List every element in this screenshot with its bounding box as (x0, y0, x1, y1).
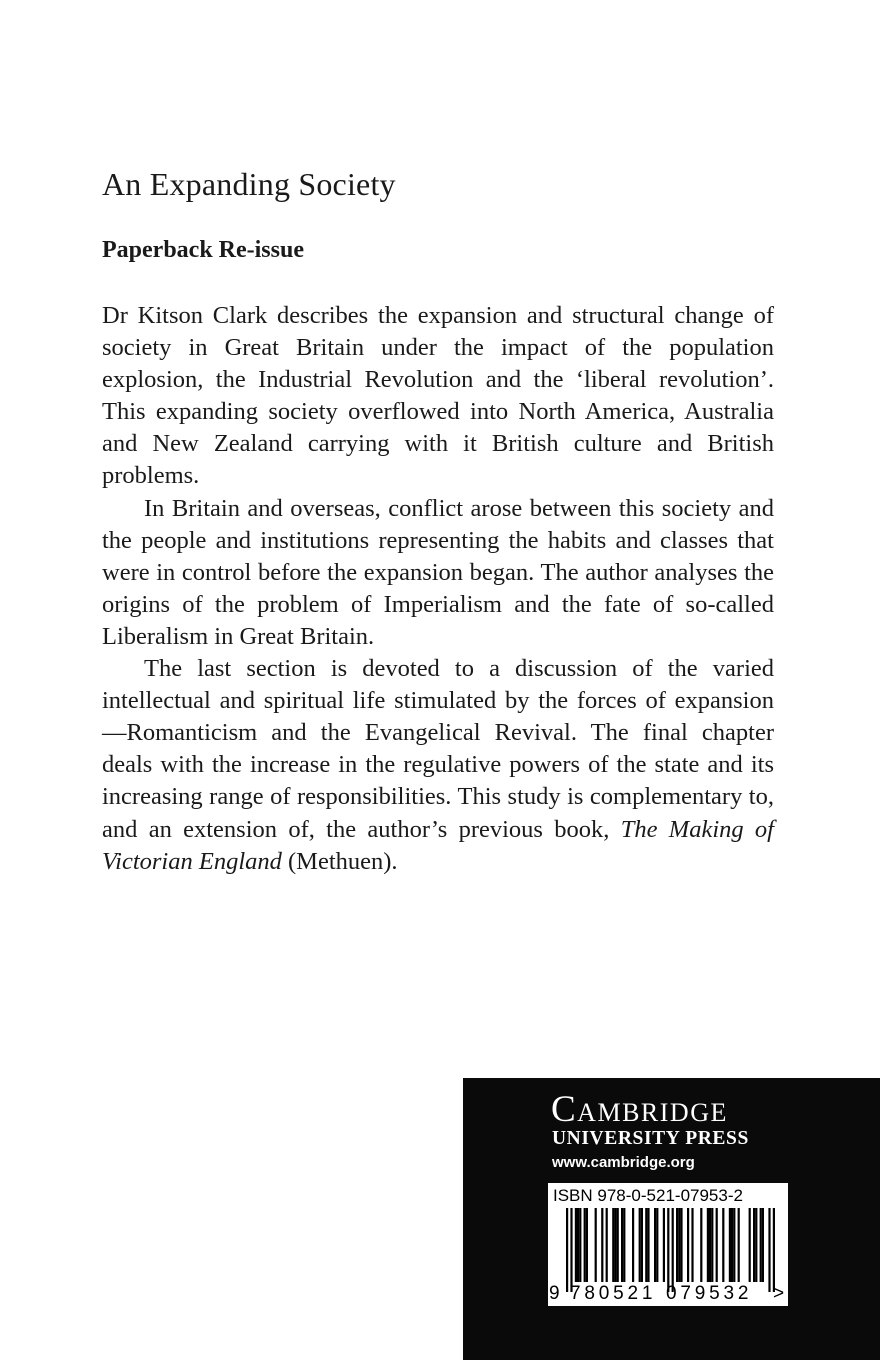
barcode-guard-bar (672, 1208, 674, 1292)
edition-subtitle: Paperback Re-issue (102, 237, 304, 263)
barcode-bar (738, 1208, 740, 1282)
barcode-bar (632, 1208, 634, 1282)
barcode-bar (621, 1208, 623, 1282)
barcode-bar (579, 1208, 581, 1282)
barcode-bar (601, 1208, 603, 1282)
barcode-panel (548, 1183, 788, 1306)
barcode-bar (753, 1208, 755, 1282)
barcode-bar (760, 1208, 762, 1282)
barcode-guard-bar (667, 1208, 669, 1292)
barcode-bar (606, 1208, 608, 1282)
barcode-bar (586, 1208, 588, 1282)
referenced-book-title: The Making of Victorian England (102, 815, 774, 875)
back-cover-blurb (102, 300, 774, 878)
barcode-bar (722, 1208, 724, 1282)
publisher-name: Cambridge (551, 1089, 728, 1130)
barcode-bar (617, 1208, 619, 1282)
barcode-bar (729, 1208, 731, 1282)
barcode-bar (700, 1208, 702, 1282)
blurb-paragraph-1: Dr Kitson Clark describes the expansion and structural change of society in Great Britain under the impact of the population explosion, the Industrial Revolution and the ‘liberal revolution’. This expanding society overflowed into North America, Australia and New Zealand carrying with it British culture and British problems. (102, 302, 774, 490)
barcode-bar (762, 1208, 764, 1282)
barcode-bar (707, 1208, 709, 1282)
barcode-bar (647, 1208, 649, 1282)
barcode-bar (656, 1208, 658, 1282)
barcode-bar (716, 1208, 718, 1282)
ean-left-digits: 780521 (570, 1283, 657, 1304)
barcode-bar (663, 1208, 665, 1282)
barcode-bar (731, 1208, 733, 1282)
barcode-bar (749, 1208, 751, 1282)
barcode-bar (612, 1208, 614, 1282)
barcode-bar (680, 1208, 682, 1282)
barcode-bar (733, 1208, 735, 1282)
book-title: An Expanding Society (102, 166, 396, 202)
publisher-subname: UNIVERSITY PRESS (552, 1128, 749, 1149)
ean-first-digit: 9 (549, 1283, 560, 1304)
barcode-guard-bar (570, 1208, 572, 1292)
blurb-p3-start: The last section is devoted to a discussion of the varied intellectual and spiritual life stimulated by the forces of expansion—Romanticism and the Evangelical Revival. The final chapter deals with the increase in the regulative powers of the state and its increasing range of responsibilities. This study is complementary to, and an extension of, the author’s previous book, (102, 655, 774, 843)
barcode-bar (623, 1208, 625, 1282)
publisher-box (463, 1078, 880, 1360)
barcode-bar (676, 1208, 678, 1282)
publisher-url: www.cambridge.org (552, 1154, 695, 1171)
barcode-bar (641, 1208, 643, 1282)
barcode-guard-bar (566, 1208, 568, 1292)
ean-right-digits: 079532 (666, 1283, 753, 1304)
barcode-bar (577, 1208, 579, 1282)
barcode-bar (614, 1208, 616, 1282)
barcode-bar (691, 1208, 693, 1282)
barcode-bar (575, 1208, 577, 1282)
barcode-bar (595, 1208, 597, 1282)
barcode-bar (639, 1208, 641, 1282)
ean-arrow: > (773, 1283, 785, 1304)
barcode-bar (709, 1208, 711, 1282)
barcode-bar (678, 1208, 680, 1282)
barcode-bar (645, 1208, 647, 1282)
isbn-label: ISBN 978-0-521-07953-2 (553, 1186, 743, 1205)
barcode-guard-bar (768, 1208, 770, 1292)
blurb-paragraph-3 (102, 653, 774, 878)
barcode-bar (584, 1208, 586, 1282)
barcode-bar (755, 1208, 757, 1282)
blurb-p3-end: (Methuen). (281, 847, 398, 875)
barcode-guard-bar (773, 1208, 775, 1292)
blurb-paragraph-2: In Britain and overseas, conflict arose between this society and the people and institutions representing the habits and classes that were in control before the expansion began. The author analyses the origins of the problem of Imperialism and the fate of so-called Liberalism in Great Britain. (102, 494, 774, 650)
barcode-bar (687, 1208, 689, 1282)
barcode-bar (711, 1208, 713, 1282)
barcode-bar (654, 1208, 656, 1282)
